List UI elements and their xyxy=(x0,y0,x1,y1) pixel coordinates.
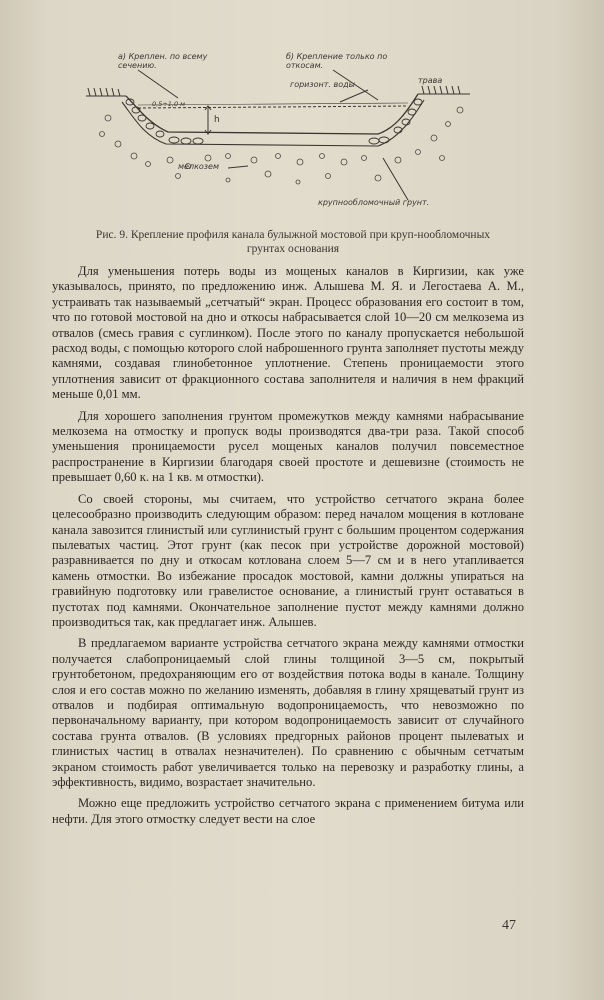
figure-caption: Рис. 9. Крепление профиля канала булыжной мостовой при круп-нообломочных грунтах основания xyxy=(95,229,491,255)
figure-label-water-level: горизонт. воды xyxy=(290,80,355,89)
figure-label-depth: h xyxy=(214,115,220,125)
canal-diagram xyxy=(78,48,478,218)
paragraph-5: Можно еще предложить устройство сетчатого экрана с применением битума или нефти. Для этого отмостку следует вести на слое xyxy=(52,796,524,826)
body-text xyxy=(52,264,524,827)
figure-label-grass: трава xyxy=(418,76,443,85)
figure-label-fine-soil: мелкозем xyxy=(178,162,220,171)
paragraph-4: В предлагаемом варианте устройства сетчатого экрана между камнями отмостки получается слабопроницаемый слой глины толщиной 3—5 см, покрытый грунтобетоном, предохраняющим его от воздействия потока воды в канале. Толщину слоя и его состав можно по желанию изменять, добавляя в глину хрящеватый грунт из отвалов и подбирая оптимальную водопроницаемость, что невозможно по первоначальному варианту, при котором водопроницаемость зависит от случайного состава грунта отвалов. (В условиях предгорных районов процент пылеватых и глинистых частиц в отвалах незначителен). По сравнению с обычным сетчатым экраном стоимость работ увеличивается только на перевозку и разработку глины, а эффективность, видимо, возрастает значительно. xyxy=(52,636,524,789)
page-number: 47 xyxy=(502,918,516,933)
paragraph-2: Для хорошего заполнения грунтом промежутков между камнями набрасывание мелкозема на отмостку и пропуск воды производятся два-три раза. Такой способ уменьшения проницаемости русел мощеных каналов получил повсеместное распространение в Киргизии благодаря своей простоте и дешевизне (стоимость не превышает 0,60 к. на 1 кв. м отмостки). xyxy=(52,408,524,485)
figure-label-a: а) Креплен. по всему сечению. xyxy=(118,52,208,70)
figure-label-dimension: 0,5÷1,0 м xyxy=(152,100,186,108)
paragraph-3: Со своей стороны, мы считаем, что устройство сетчатого экрана более целесообразно производить следующим образом: перед началом мощения в котловане канала завозится глинистый или суглинистый грунт с большим процентом содержания пылеватых частиц. Этот грунт (как песок при устройстве дорожной мостовой) разравнивается по дну и откосам котлована слоем 5—7 см и в него утапливается камень отмостки. Во избежание просадок мостовой, камни должны упираться на гравийную подготовку или гравелистое основание, а глинистый грунт оставаться в пустотах под камнями. Окончательное заполнение пустот между камнями должно производиться так, как предлагает инж. Алышев. xyxy=(52,491,524,629)
figure-label-coarse-ground: крупнообломочный грунт. xyxy=(318,198,430,207)
figure-label-b: б) Крепление только по откосам. xyxy=(286,52,388,70)
paragraph-1: Для уменьшения потерь воды из мощеных каналов в Киргизии, как уже указывалось, принято, по предложению инж. Алышева М. Я. и Легостаева А. М., устраивать так называемый „сетчатый“ экран. Процесс образования его состоит в том, что по готовой мостовой на дно и откосы набрасывается слой 10—20 см мелкозема из отвалов (смесь гравия с суглинком). После этого по каналу пропускается небольшой расход воды, с помощью которого слой наброшенного грунта заполняет пустоты между камнями, создавая глинобетонное уплотнение. Степень проницаемости этого уплотнения зависит от фракционного состава заполнителя и наличия в нем фракций меньше 0,01 мм. xyxy=(52,264,524,402)
canal-cross-section-figure xyxy=(78,48,478,218)
